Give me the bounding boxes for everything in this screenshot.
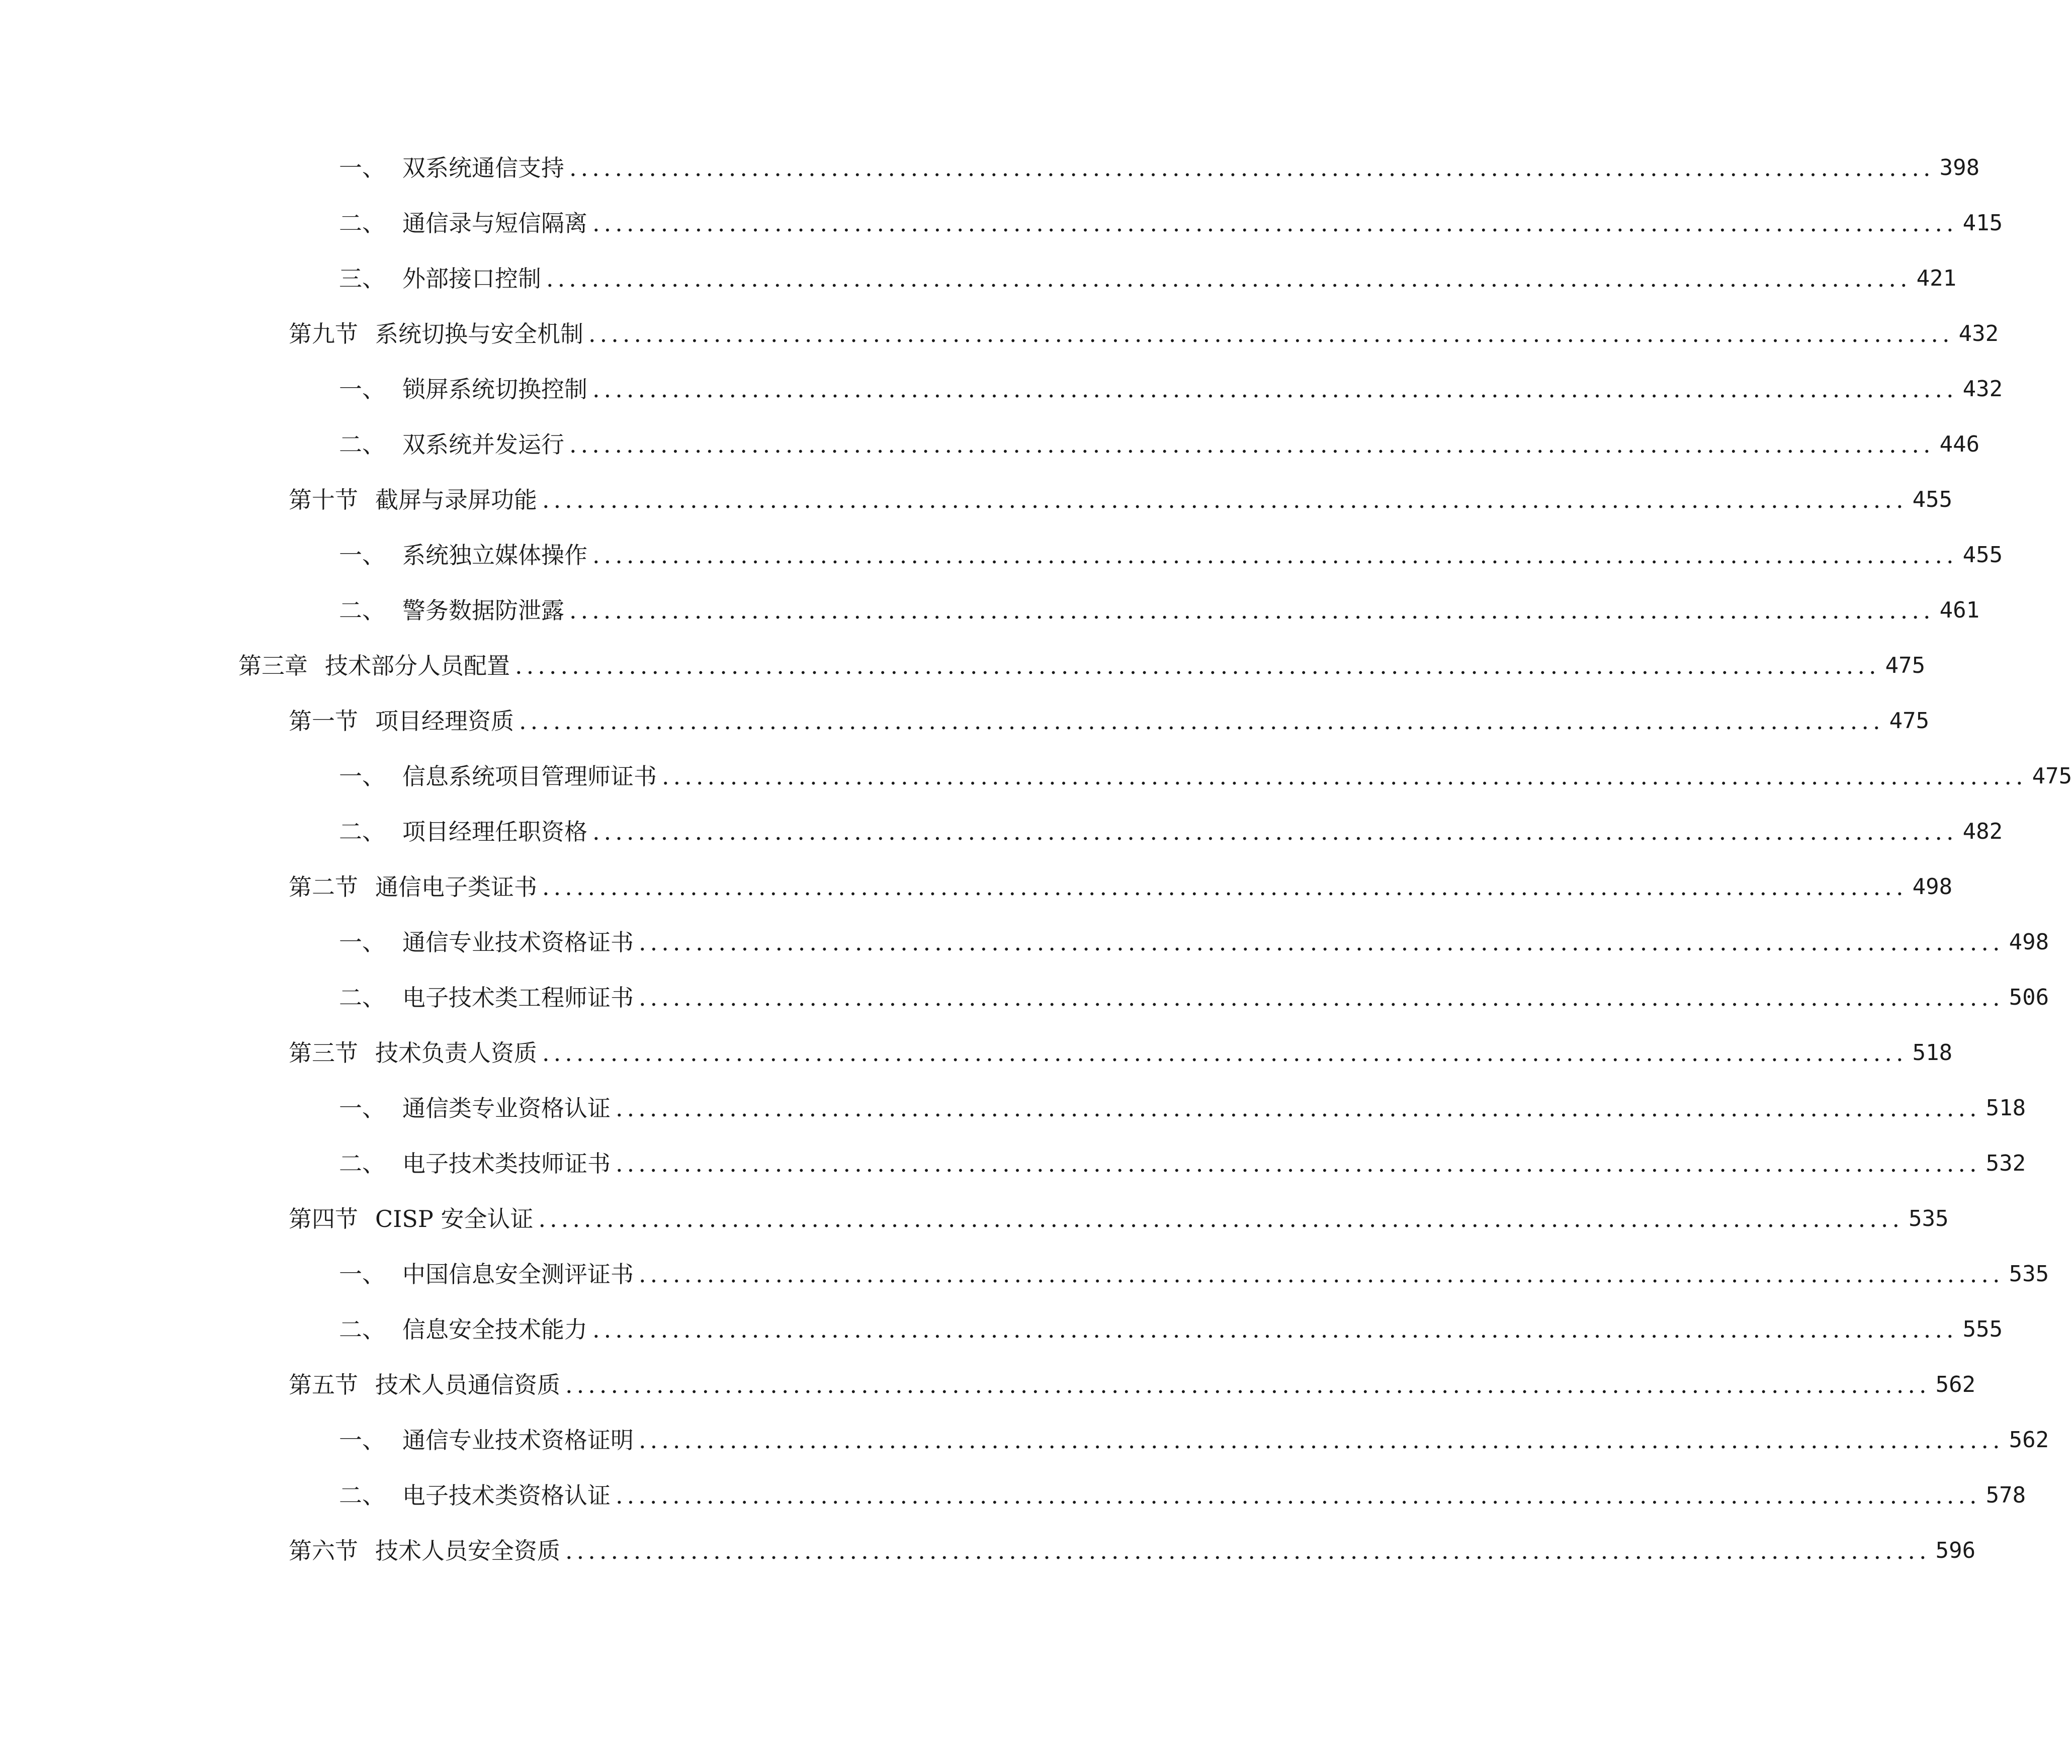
dot-leader: ........................................................................................................................ xyxy=(569,154,1935,182)
toc-entry-title: 技术人员安全资质 xyxy=(375,1537,560,1564)
toc-entry[interactable] xyxy=(339,1475,2026,1516)
toc-entry-page: 562 xyxy=(2009,1427,2049,1453)
toc-entry-number: 二、 xyxy=(339,984,385,1011)
toc-entry-page: 421 xyxy=(1916,266,1957,291)
toc-entry-number: 一、 xyxy=(339,1095,385,1122)
dot-leader: ........................................................................................................................ xyxy=(569,431,1935,458)
dot-leader: ........................................................................................................................ xyxy=(616,1150,1981,1177)
toc-entry-title: 信息安全技术能力 xyxy=(402,1316,587,1343)
toc-entry-page: 562 xyxy=(1935,1372,1976,1397)
toc-entry-number: 一、 xyxy=(339,376,385,403)
dot-leader: ........................................................................................................................ xyxy=(592,542,1958,569)
toc-entry[interactable] xyxy=(339,922,2049,962)
toc-entry-number: 一、 xyxy=(339,1427,385,1454)
toc-entry-page: 535 xyxy=(1909,1206,1949,1231)
dot-leader: ........................................................................................................................ xyxy=(546,265,1912,292)
toc-entry[interactable] xyxy=(339,424,1980,465)
toc-entry-page: 475 xyxy=(2032,763,2072,789)
dot-leader: ........................................................................................................................ xyxy=(616,1482,1981,1509)
toc-entry-page: 518 xyxy=(1912,1040,1953,1066)
toc-entry-title: 项目经理任职资格 xyxy=(402,818,587,845)
toc-entry-title: 系统切换与安全机制 xyxy=(375,320,583,347)
toc-entry-page: 482 xyxy=(1962,819,2003,844)
toc-entry-number: 第五节 xyxy=(289,1371,358,1398)
toc-entry[interactable] xyxy=(339,1309,2003,1350)
toc-entry[interactable] xyxy=(339,756,2072,797)
toc-entry-number: 第九节 xyxy=(289,320,358,347)
dot-leader: ........................................................................................................................ xyxy=(542,1039,1908,1067)
toc-entry-number: 一、 xyxy=(339,1261,385,1288)
toc-entry-number: 二、 xyxy=(339,1482,385,1509)
toc-entry[interactable] xyxy=(339,978,2049,1018)
toc-entry-number: 第三章 xyxy=(238,652,308,679)
toc-entry-title: 通信类专业资格认证 xyxy=(402,1095,611,1122)
toc-entry-page: 498 xyxy=(2009,929,2049,955)
toc-entry-number: 一、 xyxy=(339,763,385,790)
toc-entry-title: 电子技术类技师证书 xyxy=(402,1150,611,1177)
toc-entry-title: 通信专业技术资格证明 xyxy=(402,1427,634,1454)
toc-entry-page: 475 xyxy=(1885,653,1926,678)
toc-entry[interactable] xyxy=(339,258,1957,299)
dot-leader: ........................................................................................................................ xyxy=(639,929,2004,956)
toc-entry[interactable] xyxy=(289,1531,1976,1571)
toc-entry-title: 双系统并发运行 xyxy=(402,431,564,458)
toc-entry-title: 技术部分人员配置 xyxy=(325,652,510,679)
toc-entry-title: CISP 安全认证 xyxy=(375,1205,534,1232)
toc-entry-number: 第四节 xyxy=(289,1205,358,1232)
toc-entry[interactable] xyxy=(339,590,1980,631)
toc-entry-title: 警务数据防泄露 xyxy=(402,597,564,624)
toc-entry-title: 通信专业技术资格证书 xyxy=(402,929,634,956)
toc-entry[interactable] xyxy=(238,646,1926,686)
dot-leader: ........................................................................................................................ xyxy=(592,818,1958,845)
toc-entry-page: 532 xyxy=(1985,1151,2026,1176)
toc-entry-page: 596 xyxy=(1935,1538,1976,1563)
dot-leader: ........................................................................................................................ xyxy=(515,652,1880,679)
toc-entry-page: 506 xyxy=(2009,985,2049,1010)
toc-entry-title: 电子技术类资格认证 xyxy=(402,1482,611,1509)
toc-entry[interactable] xyxy=(289,701,1930,741)
toc-entry[interactable] xyxy=(339,1420,2049,1460)
toc-entry[interactable] xyxy=(339,148,1980,188)
toc-entry[interactable] xyxy=(289,1365,1976,1405)
dot-leader: ........................................................................................................................ xyxy=(519,708,1884,735)
toc-entry[interactable] xyxy=(289,480,1953,520)
dot-leader: ........................................................................................................................ xyxy=(542,873,1908,901)
dot-leader: ........................................................................................................................ xyxy=(569,597,1935,624)
toc-entry-title: 双系统通信支持 xyxy=(402,154,564,182)
dot-leader: ........................................................................................................................ xyxy=(592,210,1958,237)
toc-entry-page: 578 xyxy=(1985,1482,2026,1508)
toc-entry-number: 二、 xyxy=(339,1316,385,1343)
toc-entry-page: 446 xyxy=(1939,431,1980,457)
dot-leader: ........................................................................................................................ xyxy=(616,1095,1981,1122)
toc-entry[interactable] xyxy=(339,1088,2026,1128)
dot-leader: ........................................................................................................................ xyxy=(592,1316,1958,1343)
toc-entry-page: 518 xyxy=(1985,1095,2026,1121)
toc-entry-number: 二、 xyxy=(339,210,385,237)
toc-entry-page: 535 xyxy=(2009,1261,2049,1287)
toc-entry[interactable] xyxy=(289,1033,1953,1073)
toc-entry-page: 432 xyxy=(1962,376,2003,402)
toc-entry-number: 二、 xyxy=(339,431,385,458)
toc-entry[interactable] xyxy=(289,867,1953,907)
toc-entry-number: 一、 xyxy=(339,154,385,182)
toc-entry-number: 第六节 xyxy=(289,1537,358,1564)
toc-entry[interactable] xyxy=(289,1199,1949,1239)
toc-entry-title: 信息系统项目管理师证书 xyxy=(402,763,657,790)
toc-entry-title: 外部接口控制 xyxy=(402,265,541,292)
toc-entry-title: 电子技术类工程师证书 xyxy=(402,984,634,1011)
dot-leader: ........................................................................................................................ xyxy=(588,320,1954,347)
toc-entry-page: 415 xyxy=(1962,210,2003,236)
toc-entry[interactable] xyxy=(339,812,2003,852)
toc-entry[interactable] xyxy=(339,369,2003,409)
toc-entry-number: 一、 xyxy=(339,542,385,569)
toc-entry-page: 461 xyxy=(1939,597,1980,623)
toc-entry[interactable] xyxy=(339,1254,2049,1294)
toc-entry-title: 系统独立媒体操作 xyxy=(402,542,587,569)
toc-entry-title: 中国信息安全测评证书 xyxy=(402,1261,634,1288)
toc-entry-number: 第十节 xyxy=(289,486,358,513)
dot-leader: ........................................................................................................................ xyxy=(565,1537,1931,1564)
toc-entry-page: 555 xyxy=(1962,1316,2003,1342)
toc-entry[interactable] xyxy=(289,314,1999,354)
toc-entry-page: 455 xyxy=(1962,542,2003,568)
toc-entry-page: 475 xyxy=(1889,708,1930,734)
toc-entry[interactable] xyxy=(339,535,2003,575)
toc-entry-title: 截屏与录屏功能 xyxy=(375,486,537,513)
toc-entry-number: 三、 xyxy=(339,265,385,292)
toc-entry-page: 398 xyxy=(1939,155,1980,181)
dot-leader: ........................................................................................................................ xyxy=(565,1371,1931,1398)
toc-entry-title: 项目经理资质 xyxy=(375,708,514,735)
dot-leader: ........................................................................................................................ xyxy=(639,1427,2004,1454)
toc-entry-number: 二、 xyxy=(339,597,385,624)
toc-entry-title: 锁屏系统切换控制 xyxy=(402,376,587,403)
dot-leader: ........................................................................................................................ xyxy=(542,486,1908,513)
toc-entry-title: 通信录与短信隔离 xyxy=(402,210,587,237)
toc-entry-page: 432 xyxy=(1958,321,1999,346)
toc-entry-page: 498 xyxy=(1912,874,1953,900)
toc-entry-number: 二、 xyxy=(339,1150,385,1177)
dot-leader: ........................................................................................................................ xyxy=(639,1261,2004,1288)
toc-entry-number: 第三节 xyxy=(289,1039,358,1067)
dot-leader: ........................................................................................................................ xyxy=(538,1205,1904,1232)
dot-leader: ........................................................................................................................ xyxy=(592,376,1958,403)
toc-entry-page: 455 xyxy=(1912,487,1953,512)
toc-entry-number: 一、 xyxy=(339,929,385,956)
dot-leader: ........................................................................................................................ xyxy=(662,763,2027,790)
toc-entry-number: 第二节 xyxy=(289,873,358,901)
toc-entry-number: 第一节 xyxy=(289,708,358,735)
toc-entry-title: 技术人员通信资质 xyxy=(375,1371,560,1398)
toc-entry-number: 二、 xyxy=(339,818,385,845)
toc-entry[interactable] xyxy=(339,1143,2026,1184)
dot-leader: ........................................................................................................................ xyxy=(639,984,2004,1011)
toc-entry-title: 技术负责人资质 xyxy=(375,1039,537,1067)
toc-entry[interactable] xyxy=(339,203,2003,243)
toc-entry-title: 通信电子类证书 xyxy=(375,873,537,901)
